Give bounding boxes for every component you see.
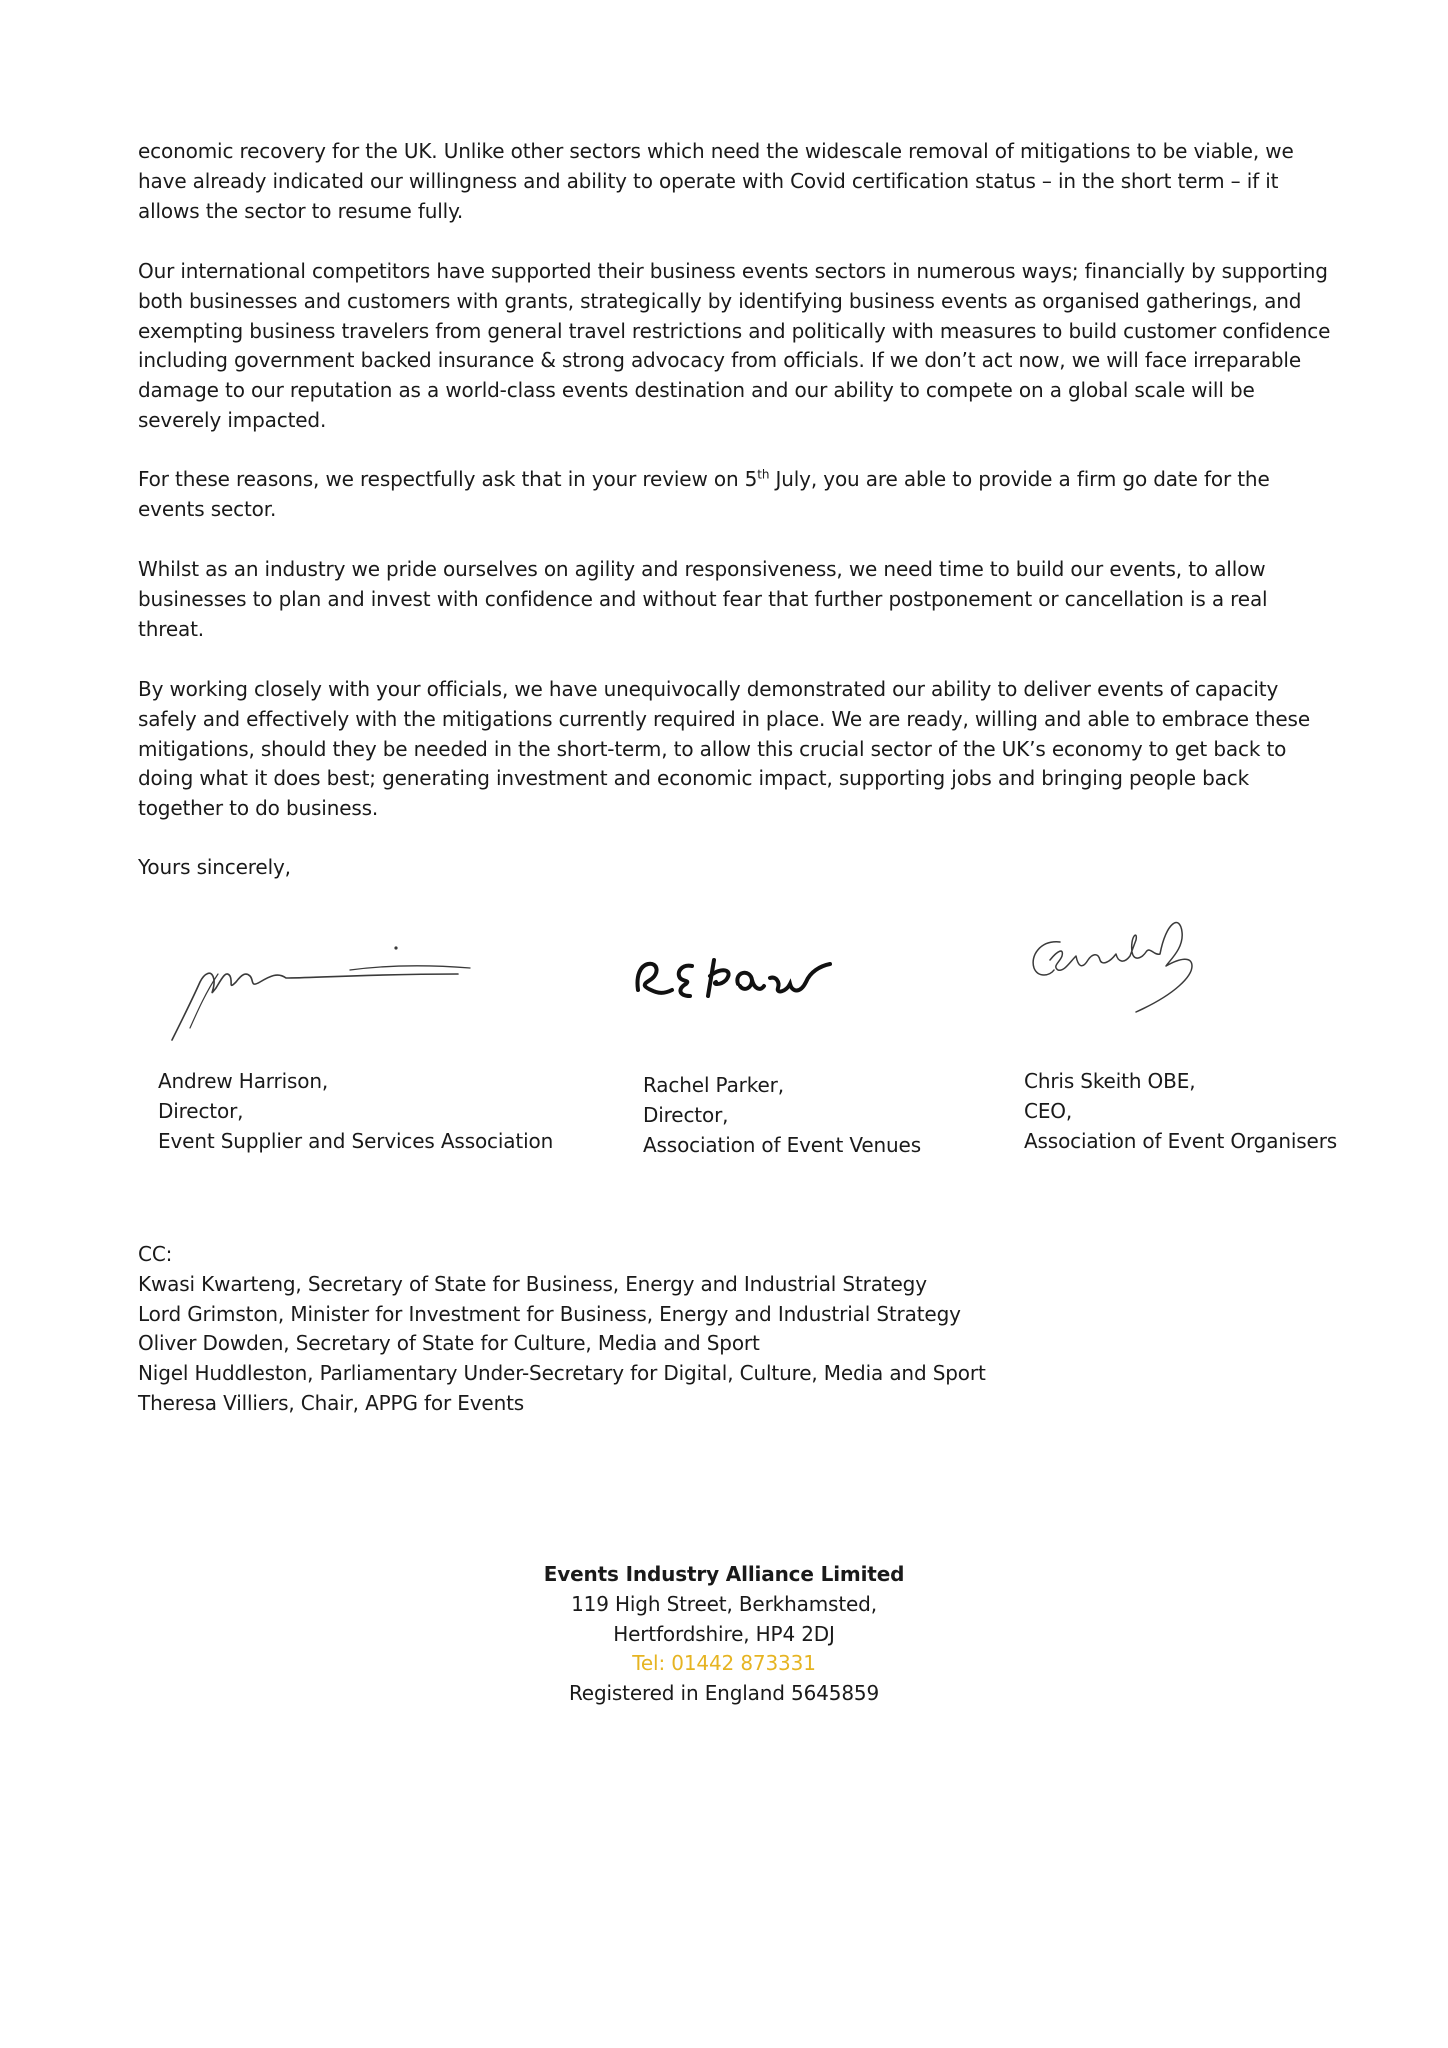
letter-footer — [0, 1560, 1448, 1709]
signatory-organisation: Association of Event Venues — [643, 1132, 921, 1157]
signatory-block-3 — [1024, 1067, 1337, 1156]
signatory-name: Chris Skeith OBE, — [1024, 1069, 1196, 1093]
paragraph-agility: Whilst as an industry we pride ourselves on agility and responsiveness, we need time to build our events, to allow businesses to plan and invest with confidence and without fear that further postponement or cancellation is a real threat. — [138, 557, 1268, 641]
signatory-title: Director, — [158, 1098, 244, 1123]
review-date-suffix: th — [757, 467, 770, 482]
footer-telephone: Tel: 01442 873331 — [632, 1651, 816, 1676]
review-text-before: For these reasons, we respectfully ask that in your review on 5 — [138, 467, 758, 491]
cc-recipient: Nigel Huddleston, Parliamentary Under-Secretary for Digital, Culture, Media and Sport — [138, 1361, 986, 1386]
review-text-after: July, you are able to provide a firm go date for the events sector. — [138, 467, 1270, 521]
paragraph-international-competitors: Our international competitors have supported their business events sectors in numerous ways; financially by supporting both businesses and customers with grants, strategically by identifying business events as organised gatherings, and exempting business travelers from general travel restrictions and politically with measures to build customer confidence including government backed insurance & strong advocacy from officials. If we don’t act now, we will face irreparable damage to our reputation as a world-class events destination and our ability to compete on a global scale will be severely impacted. — [138, 259, 1331, 432]
signatory-block-1 — [158, 1067, 553, 1156]
signatory-title: CEO, — [1024, 1098, 1073, 1123]
signature-rachel-parker-image — [630, 936, 890, 1016]
cc-label: CC: — [138, 1242, 173, 1266]
signature-andrew-harrison-image — [160, 930, 480, 1050]
signatory-organisation: Association of Event Organisers — [1024, 1128, 1338, 1153]
paragraph-working-closely: By working closely with your officials, we have unequivocally demonstrated our ability to deliver events of capacity safely and effectively with the mitigations currently required in place. We are ready, willing and able to embrace these mitigations, should they be needed in the short-term, to allow this crucial sector of the UK’s economy to get back to doing what it does best; generating investment and economic impact, supporting jobs and bringing people back together to do business. — [138, 677, 1310, 821]
footer-registration: Registered in England 5645859 — [568, 1681, 880, 1706]
cc-recipient: Lord Grimston, Minister for Investment for Business, Energy and Industrial Strategy — [138, 1301, 961, 1326]
footer-address-line-1: 119 High Street, Berkhamsted, — [571, 1591, 877, 1616]
cc-recipient: Kwasi Kwarteng, Secretary of State for Business, Energy and Industrial Strategy — [138, 1271, 927, 1296]
signatory-organisation: Event Supplier and Services Association — [158, 1128, 554, 1153]
cc-recipient: Theresa Villiers, Chair, APPG for Events — [138, 1390, 525, 1415]
signature-chris-skeith-image — [1020, 900, 1260, 1040]
cc-list — [138, 1240, 986, 1419]
closing-salutation: Yours sincerely, — [138, 855, 291, 879]
signatory-block-2 — [643, 1071, 921, 1160]
cc-recipient: Oliver Dowden, Secretary of State for Culture, Media and Sport — [138, 1331, 760, 1356]
signatory-name: Andrew Harrison, — [158, 1069, 329, 1093]
signatory-name: Rachel Parker, — [643, 1073, 784, 1097]
paragraph-economic-recovery: economic recovery for the UK. Unlike other sectors which need the widescale removal of mitigations to be viable, we have already indicated our willingness and ability to operate with Covid certification status – in the short term – if it allows the sector to resume fully. — [138, 139, 1294, 223]
footer-address-line-2: Hertfordshire, HP4 2DJ — [613, 1621, 835, 1646]
signatory-title: Director, — [643, 1102, 729, 1127]
footer-company-name: Events Industry Alliance Limited — [543, 1562, 905, 1586]
